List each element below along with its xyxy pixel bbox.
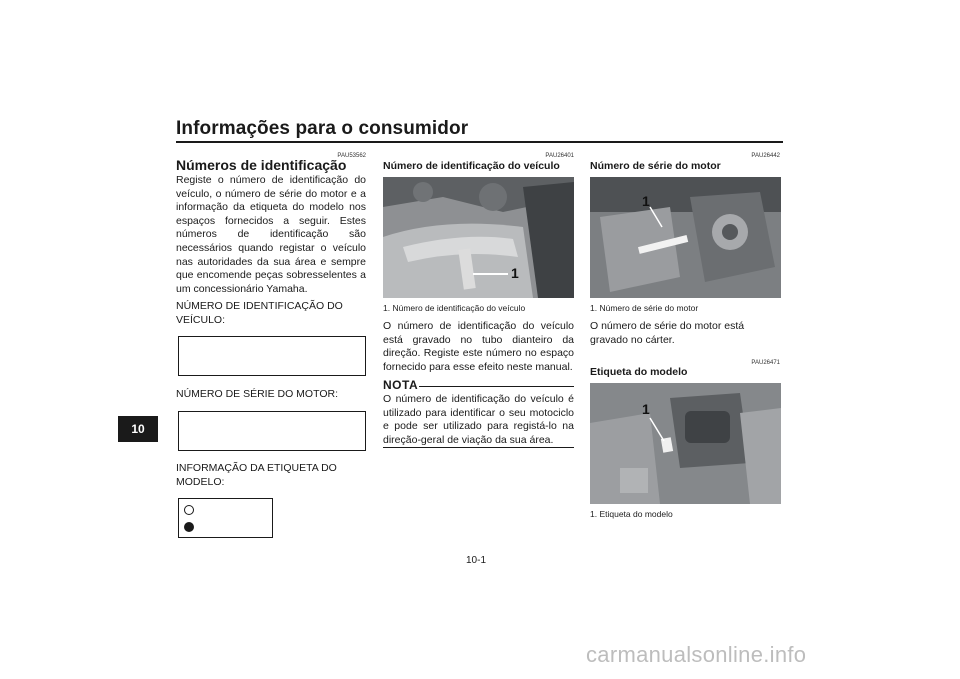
note-text: O número de identificação do veículo é utilizado para identificar o seu motociclo e pode ser utilizado para registá-lo na direção-geral de viação da sua área.	[383, 393, 574, 446]
section-heading: Números de identificação	[176, 157, 347, 173]
section-code: PAU53562	[337, 153, 366, 159]
intro-paragraph: Registe o número de identificação do veículo, o número de série do motor e a informação da etiqueta do modelo nos espaços fornecidos a seguir. Estes números de identificação são necessários quando registar o veículo nas autoridades da sua área e sempre que encomende peças sobresselentes a um concessionário Yamaha.	[176, 174, 366, 295]
chapter-tab: 10	[118, 416, 158, 442]
section-heading: Número de identificação do veículo	[383, 160, 560, 172]
engine-serial-paragraph: O número de série do motor está gravado no cárter.	[590, 320, 745, 346]
empty-circle-icon	[184, 505, 194, 515]
page-title: Informações para o consumidor	[176, 118, 469, 139]
engine-serial-photo	[590, 177, 781, 298]
model-label-photo	[590, 383, 781, 504]
engine-serial-label: NÚMERO DE SÉRIE DO MOTOR:	[176, 388, 338, 400]
section-heading: Etiqueta do modelo	[590, 366, 688, 378]
photo-caption: 1. Etiqueta do modelo	[590, 509, 673, 519]
section-code: PAU26442	[751, 153, 780, 159]
vin-label: NÚMERO DE IDENTIFICAÇÃO DO VEÍCULO:	[176, 300, 343, 326]
section-code: PAU26471	[751, 360, 780, 366]
section-code: PAU26401	[545, 153, 574, 159]
engine-serial-record-box[interactable]	[178, 411, 366, 451]
callout-number: 1	[642, 193, 650, 209]
vin-location-photo	[383, 177, 574, 298]
section-heading: Número de série do motor	[590, 160, 721, 172]
note-bottom-rule	[383, 447, 574, 448]
filled-circle-icon	[184, 522, 194, 532]
title-rule	[176, 141, 783, 143]
vin-paragraph: O número de identificação do veículo está gravado no tubo dianteiro da direção. Registe este número no espaço fornecido para esse efeito neste manual.	[383, 320, 574, 373]
model-label-record-box[interactable]	[178, 498, 273, 538]
watermark: carmanualsonline.info	[586, 642, 807, 667]
photo-caption: 1. Número de série do motor	[590, 303, 699, 313]
callout-number: 1	[642, 401, 650, 417]
note-top-rule	[419, 386, 574, 387]
page-number: 10-1	[466, 555, 487, 566]
vin-record-box[interactable]	[178, 336, 366, 376]
note-title: NOTA	[383, 378, 419, 392]
photo-caption: 1. Número de identificação do veículo	[383, 303, 526, 313]
callout-number: 1	[511, 265, 519, 281]
model-label-label: INFORMAÇÃO DA ETIQUETA DO MODELO:	[176, 462, 337, 488]
